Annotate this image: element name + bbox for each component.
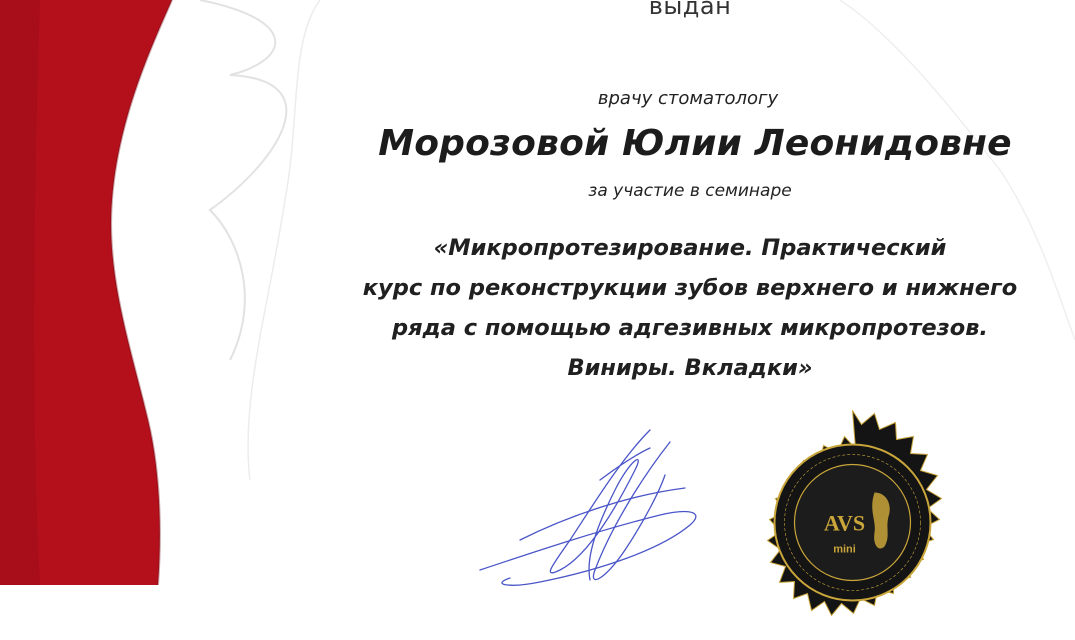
seminar-title-line: Виниры. Вкладки» — [567, 355, 813, 381]
seminar-title-line: курс по реконструкции зубов верхнего и нижнего — [362, 275, 1018, 301]
signature-icon — [420, 420, 750, 590]
seminar-title-line: «Микропротезирование. Практический — [433, 235, 947, 261]
seminar-title-line: ряда с помощью адгезивных микропротезов. — [392, 315, 988, 341]
recipient-role: врачу стоматологу — [597, 88, 779, 109]
issued-label: выдан — [648, 0, 732, 20]
seal-sub: mini — [833, 543, 856, 556]
seal-icon — [735, 405, 970, 640]
seminar-title — [363, 228, 1017, 388]
participation-text: за участие в семинаре — [588, 181, 792, 201]
recipient-name: Морозовой Юлии Леонидовне — [378, 123, 1012, 164]
seal-logo: AVS — [823, 510, 866, 536]
